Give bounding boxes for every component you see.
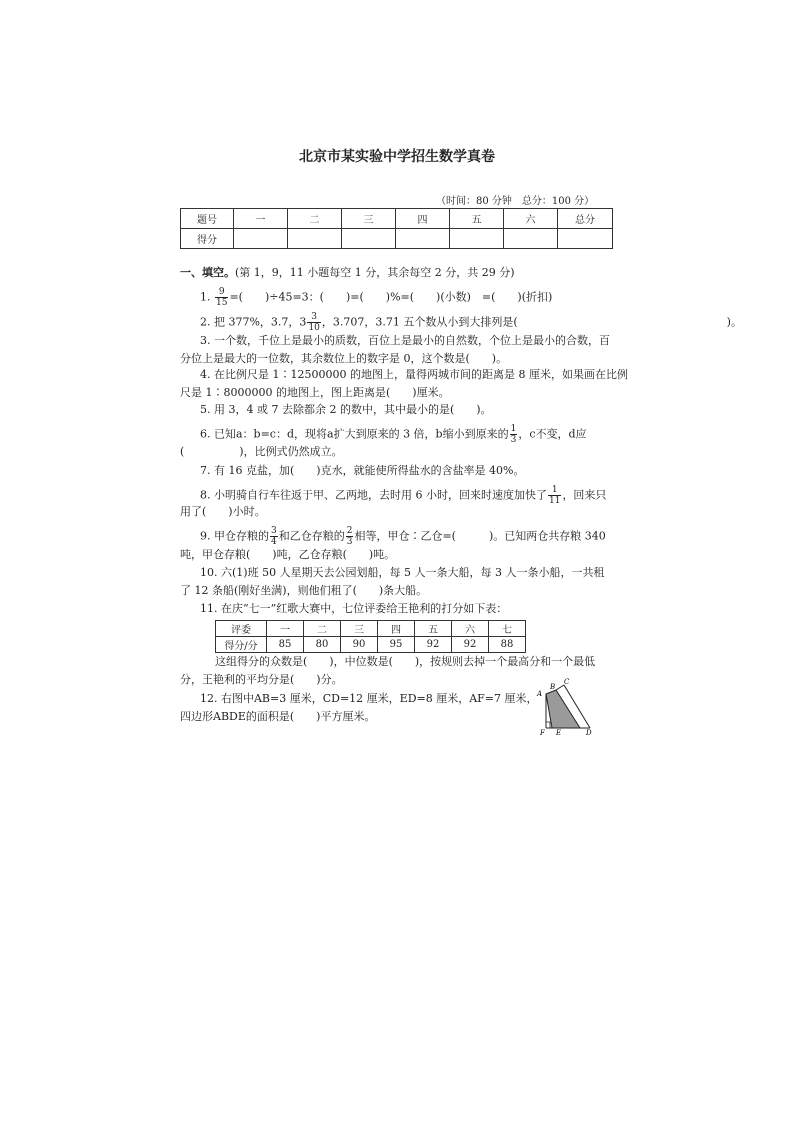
section-1-note: (第 1，9，11 小题每空 1 分，其余每空 2 分，共 29 分): [235, 266, 515, 279]
score-header: 三: [342, 209, 396, 229]
question-11-line-3: 分，王艳利的平均分是( )分。: [180, 673, 343, 686]
fraction-denominator: 10: [308, 323, 320, 333]
label-a: A: [537, 690, 543, 698]
question-10-line-2: 了 12 条船(刚好坐满)，则他们租了( )条大船。: [180, 584, 428, 597]
question-7: 7. 有 16 克盐，加( )克水，就能使所得盐水的含盐率是 40%。: [200, 464, 525, 477]
judge-header: 评委: [216, 621, 267, 637]
score-header: 总分: [558, 209, 613, 229]
fraction-numerator: 3: [271, 526, 277, 536]
judge-score-row: [216, 637, 526, 653]
question-text: 2. 把 377%，3.7，3: [200, 315, 307, 329]
question-8: [200, 485, 606, 506]
score-cell[interactable]: [504, 229, 558, 249]
question-1: [200, 287, 552, 308]
geometry-figure: [536, 676, 598, 736]
label-e: E: [556, 729, 562, 736]
fraction-numerator: 2: [346, 526, 353, 536]
label-b: B: [550, 683, 556, 691]
score-header: 五: [450, 209, 504, 229]
score-cell[interactable]: [558, 229, 613, 249]
page-title: 北京市某实验中学招生数学真卷: [299, 149, 495, 165]
fraction: [548, 485, 561, 506]
judge-score: 95: [378, 637, 415, 653]
judge-score: 92: [415, 637, 452, 653]
question-11-line-2: 这组得分的众数是( )，中位数是( )，按规则去掉一个最高分和一个最低: [215, 655, 596, 668]
fraction: [346, 526, 354, 547]
fraction: [215, 287, 228, 308]
question-text: 和乙仓存粮的: [278, 529, 345, 543]
question-6: [200, 424, 587, 445]
judge-score: 85: [267, 637, 304, 653]
score-cell[interactable]: [234, 229, 288, 249]
judge-score: 92: [452, 637, 489, 653]
section-1-heading: [180, 264, 515, 280]
exam-meta: （时间：80 分钟 总分：100 分）: [436, 196, 595, 207]
question-text: ，回来只: [562, 488, 607, 502]
question-9: [200, 526, 606, 547]
score-cell[interactable]: [288, 229, 342, 249]
score-cell[interactable]: [342, 229, 396, 249]
judge-score-table: [215, 620, 526, 653]
score-header: 一: [234, 209, 288, 229]
question-2: [200, 312, 742, 333]
question-6-line-2: ( )，比例式仍然成立。: [180, 445, 343, 458]
label-d: D: [586, 729, 592, 736]
fraction: [270, 526, 278, 547]
score-table: [180, 208, 613, 249]
question-11-line-1: 11. 在庆“七一”红歌大赛中，七位评委给王艳利的打分如下表：: [200, 602, 508, 615]
judge-header: 三: [341, 621, 378, 637]
judge-score: 88: [489, 637, 526, 653]
score-table-row: [181, 229, 613, 249]
question-text: 相等，甲仓∶乙仓=( )。已知两仓共存粮 340: [354, 529, 606, 543]
question-8-line-2: 用了( )小时。: [180, 505, 266, 518]
question-text: 9. 甲仓存粮的: [200, 529, 269, 543]
score-cell[interactable]: [450, 229, 504, 249]
fraction-denominator: 3: [510, 435, 517, 445]
question-number: 1.: [200, 290, 211, 304]
judge-header: 一: [267, 621, 304, 637]
judge-header-row: [216, 621, 526, 637]
question-text: ，c不变，d应: [518, 427, 587, 441]
question-text: ，3.707，3.71 五个数从小到大排列是( )。: [321, 315, 742, 329]
question-text: =( )÷45=3：( )=( )%=( )(小数) =( )(折扣): [229, 290, 553, 304]
fraction-numerator: 9: [215, 287, 228, 298]
fraction-numerator: 1: [510, 424, 517, 434]
score-label: 得分/分: [216, 637, 267, 653]
right-angle-mark: [546, 722, 550, 728]
judge-header: 六: [452, 621, 489, 637]
label-f: F: [540, 729, 545, 736]
fraction-numerator: 3: [307, 312, 320, 323]
question-12-line-2: 四边形ABDE的面积是( )平方厘米。: [180, 710, 376, 723]
score-header: 四: [396, 209, 450, 229]
fraction: [307, 312, 320, 333]
score-header: 题号: [181, 209, 234, 229]
score-row-label: 得分: [181, 229, 234, 249]
judge-score: 80: [304, 637, 341, 653]
question-text: 6. 已知a：b=c：d，现将a扩大到原来的 3 倍，b缩小到原来的: [200, 427, 509, 441]
judge-header: 五: [415, 621, 452, 637]
question-3-line-2: 分位上是最大的一位数，其余数位上的数字是 0，这个数是( )。: [180, 352, 508, 365]
fraction-denominator: 15: [216, 298, 228, 308]
judge-header: 二: [304, 621, 341, 637]
quadrilateral-figure: [536, 676, 598, 736]
label-c: C: [564, 678, 570, 686]
question-10-line-1: 10. 六(1)班 50 人星期天去公园划船，每 5 人一条大船，每 3 人一条小船，一共租: [200, 566, 605, 579]
score-header: 六: [504, 209, 558, 229]
judge-header: 四: [378, 621, 415, 637]
score-header: 二: [288, 209, 342, 229]
question-12-line-1: 12. 右图中AB=3 厘米，CD=12 厘米，ED=8 厘米，AF=7 厘米，: [200, 692, 538, 705]
question-text: 8. 小明骑自行车往返于甲、乙两地，去时用 6 小时，回来时速度加快了: [200, 488, 547, 502]
shaded-region: [546, 690, 580, 728]
score-cell[interactable]: [396, 229, 450, 249]
question-9-line-2: 吨，甲仓存粮( )吨，乙仓存粮( )吨。: [180, 548, 396, 561]
segment-bc: [556, 685, 564, 690]
question-4-line-1: 4. 在比例尺是 1∶12500000 的地图上，量得两城市间的距离是 8 厘米，如果画在比例: [200, 368, 628, 381]
section-1-title: 一、填空。: [180, 266, 235, 279]
fraction-denominator: 4: [271, 537, 277, 547]
fraction-denominator: 3: [346, 537, 353, 547]
judge-score: 90: [341, 637, 378, 653]
fraction-denominator: 11: [548, 496, 561, 506]
fraction: [510, 424, 518, 445]
score-table-header-row: [181, 209, 613, 229]
judge-header: 七: [489, 621, 526, 637]
fraction-numerator: 1: [548, 485, 561, 496]
question-3-line-1: 3. 一个数，千位上是最小的质数，百位上是最小的自然数，个位上是最小的合数，百: [200, 334, 610, 347]
question-4-line-2: 尺是 1∶8000000 的地图上，图上距离是( )厘米。: [180, 386, 450, 399]
question-5: 5. 用 3，4 或 7 去除都余 2 的数中，其中最小的是( )。: [200, 403, 492, 416]
